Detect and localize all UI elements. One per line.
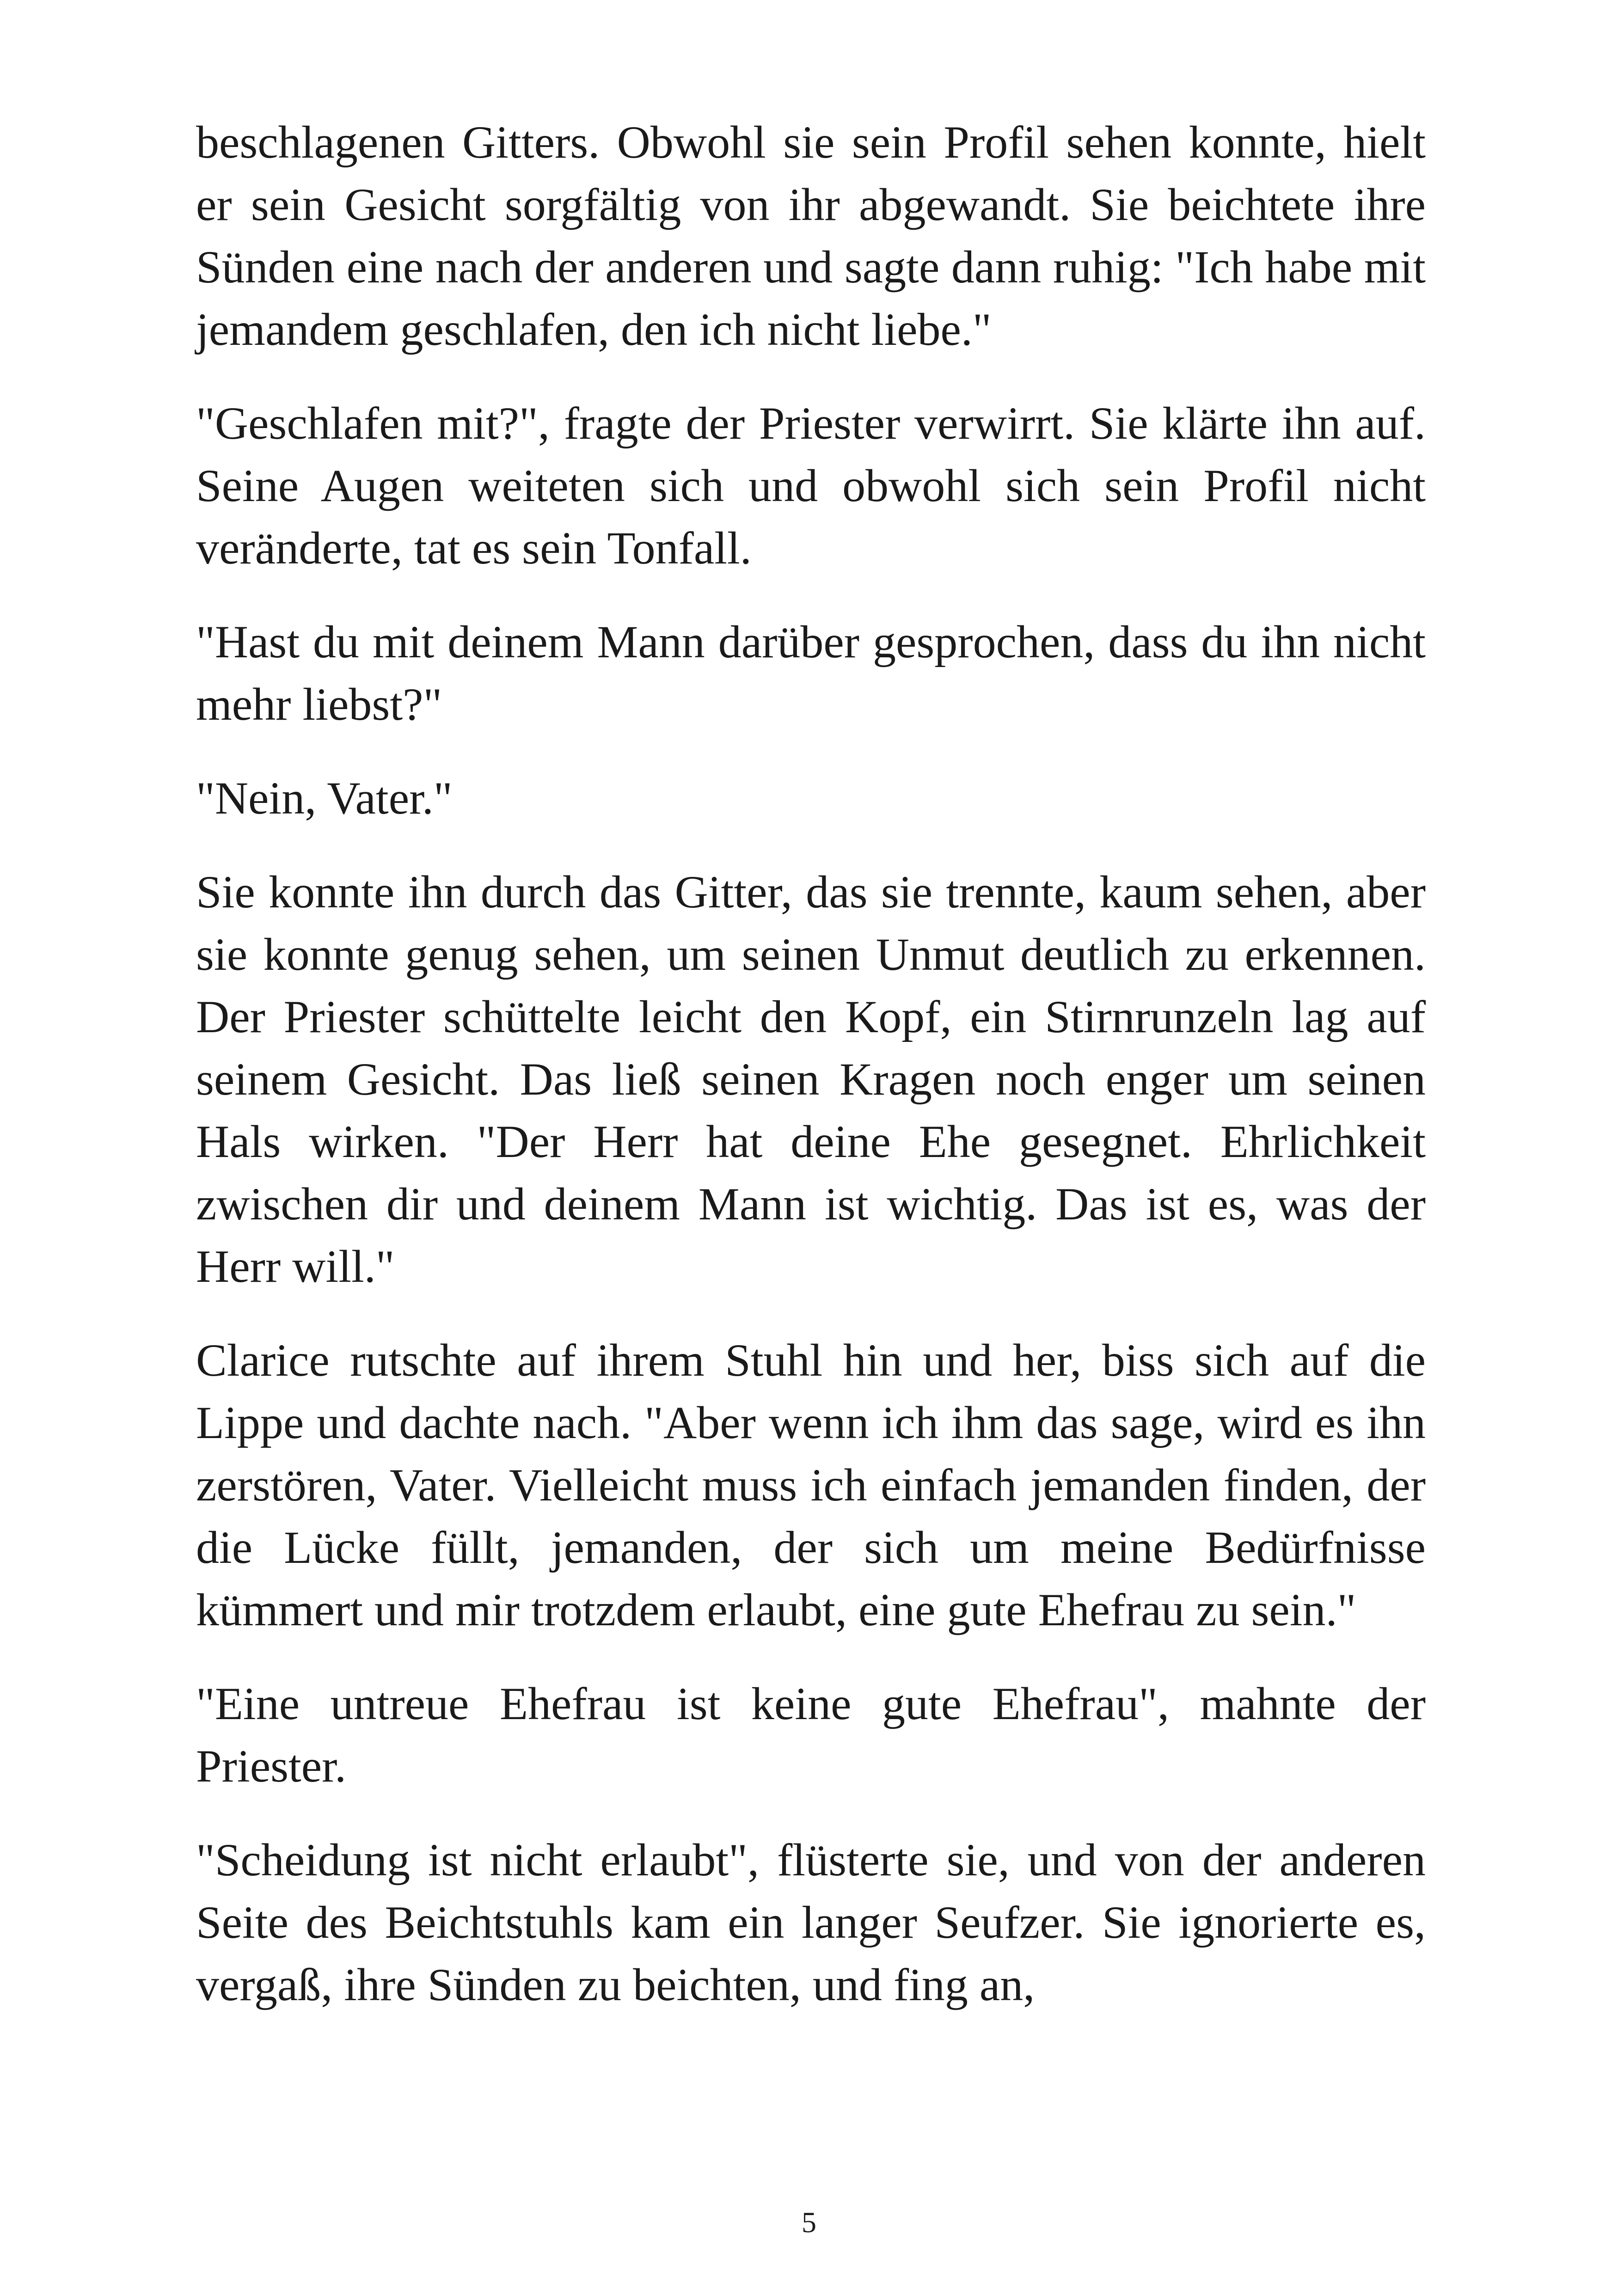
paragraph: "Geschlafen mit?", fragte der Priester verwirrt. Sie klärte ihn auf. Seine Augen weiteten sich und obwohl sich sein Profil nicht veränderte, tat es sein Tonfall. — [196, 398, 1426, 574]
body-text — [196, 111, 1426, 2047]
paragraph: beschlagenen Gitters. Obwohl sie sein Profil sehen konnte, hielt er sein Gesicht sorgfältig von ihr abgewandt. Sie beichtete ihre Sünden eine nach der anderen und sagte dann ruhig: "Ich habe mit jemandem geschlafen, den ich nicht liebe." — [196, 116, 1426, 355]
page-number: 5 — [802, 2206, 816, 2239]
paragraph: "Nein, Vater." — [196, 772, 453, 824]
paragraph: Clarice rutschte auf ihrem Stuhl hin und her, biss sich auf die Lippe und dachte nach. "Aber wenn ich ihm das sage, wird es ihn zerstören, Vater. Vielleicht muss ich einfach jemanden finden, der die Lücke füllt, jemanden, der sich um meine Bedürfnisse kümmert und mir trotzdem erlaubt, eine gute Ehefrau zu sein." — [196, 1335, 1426, 1635]
paragraph: "Hast du mit deinem Mann darüber gesprochen, dass du ihn nicht mehr liebst?" — [196, 616, 1426, 730]
paragraph: "Eine untreue Ehefrau ist keine gute Ehefrau", mahnte der Priester. — [196, 1678, 1426, 1792]
paragraph: "Scheidung ist nicht erlaubt", flüsterte sie, und von der anderen Seite des Beichtstuhls kam ein langer Seufzer. Sie ignorierte es, vergaß, ihre Sünden zu beichten, und fing an, — [196, 1834, 1426, 2010]
paragraph: Sie konnte ihn durch das Gitter, das sie trennte, kaum sehen, aber sie konnte genug sehen, um seinen Unmut deutlich zu erkennen. Der Priester schüttelte leicht den Kopf, ein Stirnrunzeln lag auf seinem Gesicht. Das ließ seinen Kragen noch enger um seinen Hals wirken. "Der Herr hat deine Ehe gesegnet. Ehrlichkeit zwischen dir und deinem Mann ist wichtig. Das ist es, was der Herr will." — [196, 866, 1426, 1292]
